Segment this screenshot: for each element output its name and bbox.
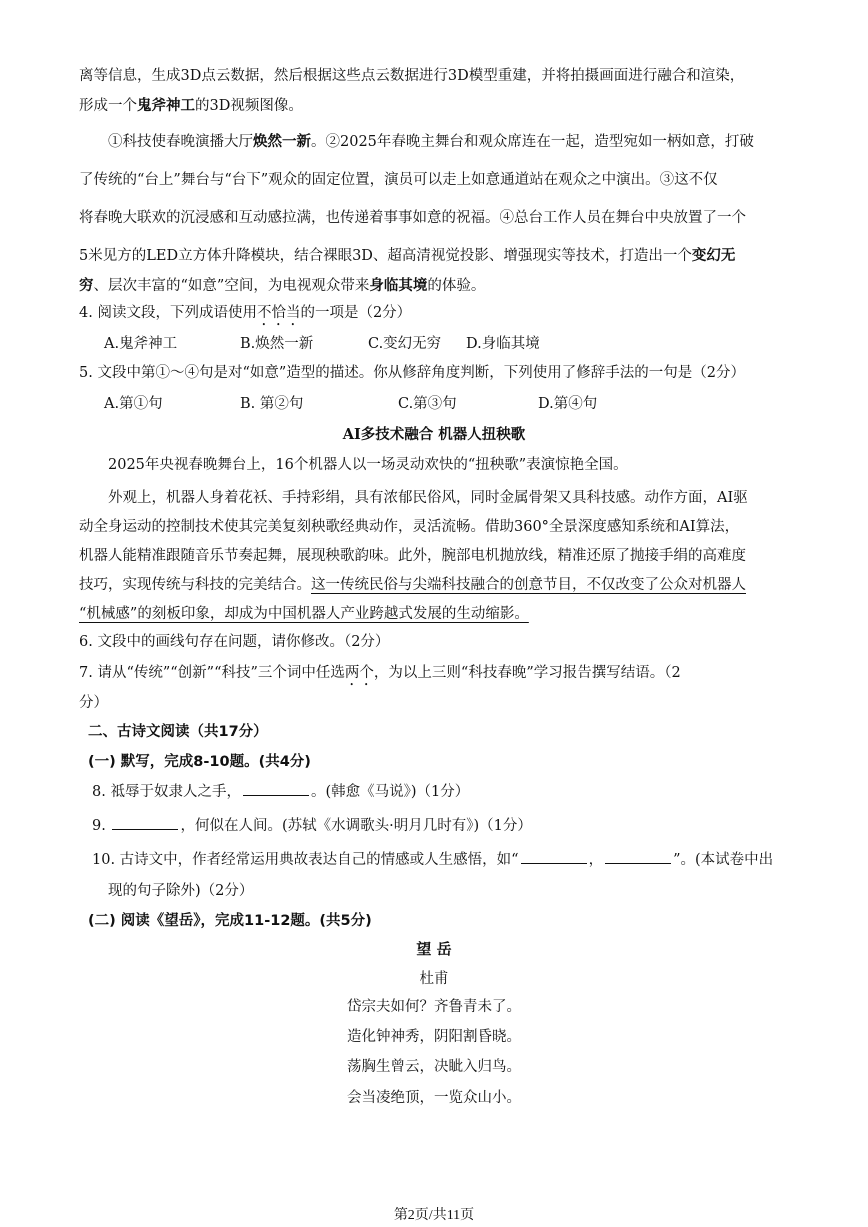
subsection-heading: (一) 默写，完成8-10题。(共4分) — [88, 754, 311, 770]
question-10-line2: 现的句子除外)（2分） — [108, 883, 254, 899]
question-4-stem: 4. 阅读文段，下列成语使用不恰当的一项是（2分） — [79, 305, 412, 321]
answer-blank[interactable] — [521, 849, 587, 864]
option-c: C.第③句 — [398, 396, 457, 412]
section-heading: 二、古诗文阅读（共17分） — [88, 724, 268, 740]
option-a: A.鬼斧神工 — [104, 336, 178, 352]
question-7-stem: 7. 请从“传统”“创新”“科技”三个词中任选两个，为以上三则“科技春晚”学习报告撰写结语。（2 — [79, 665, 681, 681]
article-line: 动全身运动的控制技术使其完美复刻秧歌经典动作，灵活流畅。借助360°全景深度感知系统和AI算法， — [79, 519, 740, 535]
passage-line: 离等信息，生成3D点云数据，然后根据这些点云数据进行3D模型重建，并将拍摄画面进行融合和渲染， — [79, 68, 745, 84]
question-10: 10. 古诗文中，作者经常运用典故表达自己的情感或人生感悟，如“ ， ”。(本试卷中出 — [92, 845, 773, 875]
page-number: 第2页/共11页 — [393, 1208, 475, 1223]
article-paragraph-line: 外观上，机器人身着花袄、手持彩绢，具有浓郁民俗风，同时金属骨架又具科技感。动作方面，AI驱 — [108, 490, 748, 506]
article-title: AI多技术融合 机器人扭秧歌 — [342, 426, 526, 443]
poem-title: 望 岳 — [416, 940, 452, 958]
subsection-heading: (二) 阅读《望岳》，完成11-12题。(共5分) — [88, 913, 372, 929]
answer-blank[interactable] — [605, 849, 671, 864]
article-line: 机器人能精准跟随音乐节奏起舞，展现秧歌韵味。此外，腕部电机抛放线，精准还原了抛接手绢的高难度 — [79, 548, 746, 564]
question-6: 6. 文段中的画线句存在问题，请你修改。（2分） — [79, 634, 390, 650]
article-line: 技巧，实现传统与科技的完美结合。这一传统民俗与尖端科技融合的创意节目，不仅改变了公众对机器人 — [79, 577, 746, 593]
poem-line: 岱宗夫如何？齐鲁青未了。 — [347, 999, 521, 1015]
option-d: D.第④句 — [538, 396, 598, 412]
passage-paragraph-line: ①科技使春晚演播大厅焕然一新。②2025年春晚主舞台和观众席连在一起，造型宛如一柄如意，打破 — [108, 133, 754, 150]
answer-blank[interactable] — [112, 815, 178, 830]
article-paragraph: 2025年央视春晚舞台上，16个机器人以一场灵动欢快的“扭秧歌”表演惊艳全国。 — [108, 457, 628, 473]
poem-author: 杜甫 — [419, 971, 449, 987]
question-9: 9. ，何似在人间。(苏轼《水调歌头·明月几时有》)（1分） — [92, 811, 532, 841]
question-5-stem: 5. 文段中第①～④句是对“如意”造型的描述。你从修辞角度判断，下列使用了修辞手法的一句是（2分） — [79, 365, 745, 381]
question-8: 8. 祗辱于奴隶人之手， 。(韩愈《马说》)（1分） — [92, 777, 469, 807]
option-a: A.第①句 — [104, 396, 163, 412]
poem-line: 荡胸生曾云，决眦入归鸟。 — [347, 1059, 521, 1075]
poem-line: 会当凌绝顶，一览众山小。 — [347, 1090, 521, 1106]
poem-line: 造化钟神秀，阴阳割昏晓。 — [347, 1029, 521, 1045]
option-b: B.焕然一新 — [240, 336, 314, 352]
passage-line: 了传统的“台上”舞台与“台下”观众的固定位置，演员可以走上如意通道站在观众之中演出。③这不仅 — [79, 172, 718, 188]
question-7-line2: 分） — [79, 695, 108, 711]
passage-line: 穷、层次丰富的“如意”空间，为电视观众带来身临其境的体验。 — [79, 277, 486, 294]
answer-blank[interactable] — [243, 781, 309, 796]
passage-line: 5米见方的LED立方体升降模块，结合裸眼3D、超高清视觉投影、增强现实等技术，打造出一个变幻无 — [79, 247, 736, 264]
option-c: C.变幻无穷 — [368, 336, 442, 352]
passage-line: 将春晚大联欢的沉浸感和互动感拉满，也传递着事事如意的祝福。④总台工作人员在舞台中央放置了一个 — [79, 210, 746, 226]
option-d: D.身临其境 — [466, 336, 540, 352]
underlined-sentence: 这一传统民俗与尖端科技融合的创意节目，不仅改变了公众对机器人 — [311, 577, 746, 593]
underlined-sentence: “机械感”的刻板印象，却成为中国机器人产业跨越式发展的生动缩影。 — [79, 606, 529, 622]
option-b: B. 第②句 — [240, 396, 304, 412]
passage-line: 形成一个鬼斧神工的3D视频图像。 — [79, 97, 303, 114]
